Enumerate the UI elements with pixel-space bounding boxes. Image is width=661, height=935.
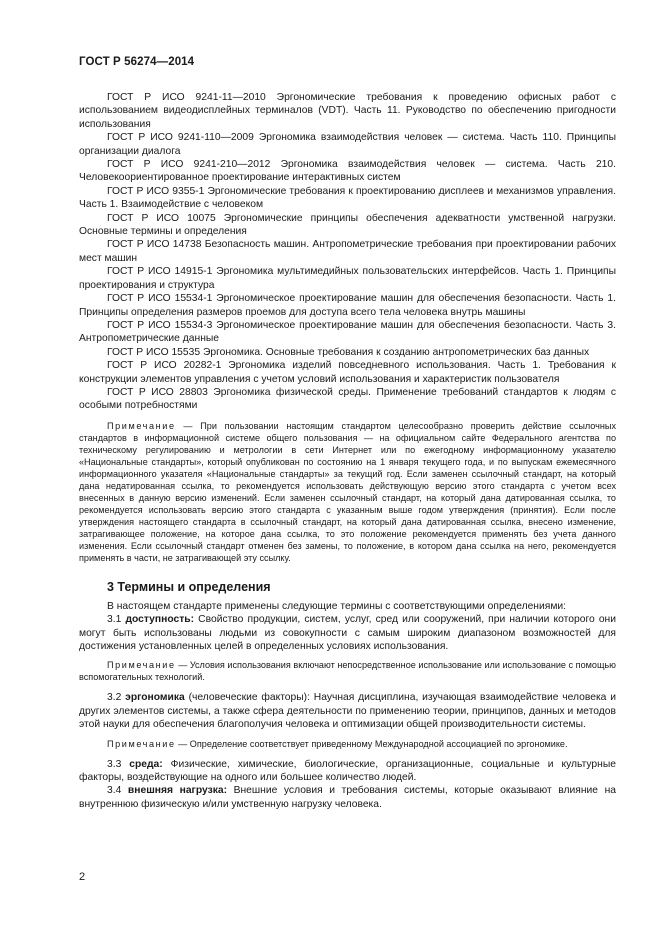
term-number: 3.4: [107, 785, 122, 797]
term-name: эргономика: [125, 692, 185, 704]
reference-item: ГОСТ Р ИСО 14738 Безопасность машин. Антропометрические требования при проектировании рабочих мест машин: [79, 239, 616, 264]
note-dash: —: [175, 738, 190, 749]
reference-item: ГОСТ Р ИСО 15534-1 Эргономическое проектирование машин для обеспечения безопасности. Часть 1. Принципы определения размеров проемов для доступа всего тела человека внутрь машины: [79, 293, 616, 318]
term-entry-accessibility: [79, 613, 616, 653]
document-code-header: ГОСТ Р 56274—2014: [79, 56, 195, 68]
reference-item: ГОСТ Р ИСО 15534-3 Эргономическое проектирование машин для обеспечения безопасности. Часть 3. Антропометрические данные: [79, 319, 616, 345]
note-text: Условия использования включают непосредственное использование или использование с помощью вспомогательных технологий.: [79, 660, 616, 683]
term-definition: Внешние условия и требования системы, которые оказывают влияние на внутреннюю физическую и/или умственную нагрузку человека.: [79, 785, 616, 810]
document-body: [79, 91, 616, 811]
term-note: [79, 659, 616, 683]
term-separator: :: [190, 614, 195, 626]
term-definition: Свойство продукции, систем, услуг, сред или сооружений, при наличии которого они могут быть использованы людьми из совокупности с самым широким диапазоном возможностей для достижения установленных целей в определенных условиях использования.: [79, 614, 616, 652]
note-label: Примечание: [107, 738, 176, 749]
references-note: [79, 420, 616, 564]
section-intro: В настоящем стандарте применены следующие термины с соответствующими определениями:: [107, 600, 567, 612]
reference-item: ГОСТ Р ИСО 28803 Эргономика физической среды. Применение требований стандартов к людям с особыми потребностями: [79, 386, 616, 412]
term-note: [79, 738, 616, 750]
term-name: доступность: [125, 614, 191, 626]
reference-item: ГОСТ Р ИСО 15535 Эргономика. Основные требования к созданию антропометрических баз данных: [107, 346, 590, 358]
reference-item: ГОСТ Р ИСО 10075 Эргономические принципы обеспечения адекватности умственной нагрузки. Основные термины и определения: [79, 212, 616, 238]
term-number: 3.3: [107, 758, 122, 770]
term-entry-ergonomics: [79, 691, 616, 731]
note-text: Определение соответствует приведенному Международной ассоциацией по эргономике.: [189, 738, 568, 749]
normative-references-list: [79, 91, 616, 413]
term-separator: :: [159, 758, 163, 770]
term-definition: Физические, химические, биологические, организационные, социальные и культурные факторы, воздействующие на одного или большее количество людей.: [79, 758, 616, 783]
term-separator: :: [307, 692, 310, 704]
page-number: 2: [79, 871, 86, 883]
note-label: Примечание: [107, 420, 176, 431]
reference-item: ГОСТ Р ИСО 9355-1 Эргономические требования к проектированию дисплеев и механизмов управления. Часть 1. Взаимодействие с человеком: [79, 185, 616, 211]
note-text: При пользовании настоящим стандартом целесообразно проверить действие ссылочных стандартов в информационной системе общего пользования — на официальном сайте Федерального агентства по техническому регулированию и метрологии в сети Интернет или по ежегодному информационному указателю «Национальные стандарты», который опубликован по состоянию на 1 января текущего года, и по выпускам ежемесячного информационного указателя «Национальные стандарты» за текущий год. Если заменен ссылочный стандарт, на который дана недатированная ссылка, то рекомендуется использовать действующую версию этого стандарта с учетом всех внесенных в данную версию изменений. Если заменен ссылочный стандарт, на который дана датированная ссылка, то рекомендуется использовать версию этого стандарта с указанным выше годом утверждения (принятия). Если после утверждения настоящего стандарта в ссылочный стандарт, на который дана датированная ссылка, внесено изменение, затрагивающее положение, на которое дана ссылка, то это положение рекомендуется применять без учета данного изменения. Если ссылочный стандарт отменен без замены, то положение, в котором дана ссылка на него, рекомендуется применять в части, не затрагивающей эту ссылку.: [79, 420, 616, 563]
note-dash: —: [175, 420, 201, 431]
note-dash: —: [175, 660, 190, 671]
term-definition: Научная дисциплина, изучающая взаимодействие человека и других элементов системы, а также сфера деятельности по применению теории, принципов, данных и методов этой науки для обеспечения благополучия человека и оптимизации общей производительности системы.: [79, 692, 616, 731]
term-qualifier: (человеческие факторы): [184, 692, 308, 704]
term-separator: :: [223, 785, 228, 797]
term-number: 3.1: [107, 614, 122, 626]
term-entry-external-load: [79, 784, 616, 811]
reference-item: ГОСТ Р ИСО 20282-1 Эргономика изделий повседневного использования. Часть 1. Требования к конструкции элементов управления с учетом условий использования и характеристик пользователя: [79, 360, 616, 385]
note-label: Примечание: [107, 660, 176, 671]
term-number: 3.2: [107, 692, 122, 704]
section-title: 3 Термины и определения: [107, 579, 271, 594]
term-entry-environment: [79, 758, 616, 785]
term-name: внешняя нагрузка: [127, 785, 224, 797]
term-name: среда: [129, 758, 160, 770]
reference-item: ГОСТ Р ИСО 14915-1 Эргономика мультимедийных пользовательских интерфейсов. Часть 1. Принципы проектирования и структура: [79, 266, 616, 291]
reference-item: ГОСТ Р ИСО 9241-210—2012 Эргономика взаимодействия человек — система. Часть 210. Человекоориентированное проектирование интерактивных систем: [79, 159, 616, 184]
reference-item: ГОСТ Р ИСО 9241-110—2009 Эргономика взаимодействия человек — система. Часть 110. Принципы организации диалога: [79, 132, 616, 157]
reference-item: ГОСТ Р ИСО 9241-11—2010 Эргономические требования к проведению офисных работ с использованием видеодисплейных терминалов (VDT). Часть 11. Руководство по обеспечению пригодности использования: [79, 92, 616, 130]
